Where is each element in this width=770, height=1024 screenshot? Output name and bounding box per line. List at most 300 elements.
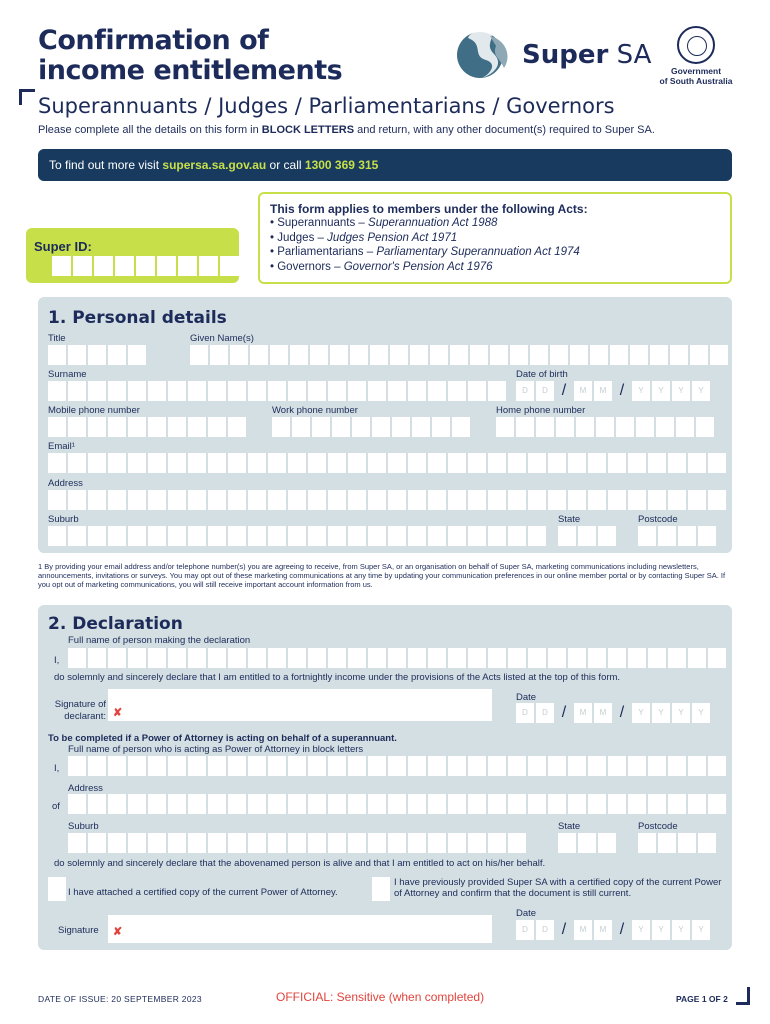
date-cell[interactable]: D	[536, 381, 554, 401]
char-cell[interactable]	[157, 256, 176, 276]
poa-state-input[interactable]	[558, 833, 616, 853]
char-cell[interactable]	[408, 453, 426, 473]
char-cell[interactable]	[228, 453, 246, 473]
char-cell[interactable]	[428, 833, 446, 853]
char-cell[interactable]	[708, 490, 726, 510]
char-cell[interactable]	[608, 756, 626, 776]
char-cell[interactable]	[578, 526, 596, 546]
char-cell[interactable]	[108, 417, 126, 437]
char-cell[interactable]	[688, 490, 706, 510]
char-cell[interactable]	[488, 648, 506, 668]
char-cell[interactable]	[658, 833, 676, 853]
char-cell[interactable]	[148, 833, 166, 853]
char-cell[interactable]	[558, 526, 576, 546]
char-cell[interactable]	[628, 453, 646, 473]
char-cell[interactable]	[208, 756, 226, 776]
work-phone-input[interactable]	[272, 417, 470, 437]
char-cell[interactable]	[548, 490, 566, 510]
char-cell[interactable]	[588, 756, 606, 776]
char-cell[interactable]	[590, 345, 608, 365]
char-cell[interactable]	[128, 756, 146, 776]
char-cell[interactable]	[348, 381, 366, 401]
char-cell[interactable]	[670, 345, 688, 365]
char-cell[interactable]	[638, 526, 656, 546]
suburb-input[interactable]	[48, 526, 546, 546]
char-cell[interactable]	[678, 833, 696, 853]
char-cell[interactable]	[508, 794, 526, 814]
char-cell[interactable]	[368, 526, 386, 546]
char-cell[interactable]	[48, 417, 66, 437]
char-cell[interactable]	[108, 648, 126, 668]
char-cell[interactable]	[690, 345, 708, 365]
char-cell[interactable]	[688, 648, 706, 668]
char-cell[interactable]	[290, 345, 308, 365]
char-cell[interactable]	[208, 526, 226, 546]
char-cell[interactable]	[88, 381, 106, 401]
date-cell[interactable]: D	[516, 381, 534, 401]
char-cell[interactable]	[68, 648, 86, 668]
char-cell[interactable]	[248, 526, 266, 546]
char-cell[interactable]	[148, 526, 166, 546]
char-cell[interactable]	[370, 345, 388, 365]
website-link[interactable]: supersa.sa.gov.au	[162, 158, 267, 172]
char-cell[interactable]	[448, 526, 466, 546]
char-cell[interactable]	[688, 453, 706, 473]
char-cell[interactable]	[468, 526, 486, 546]
char-cell[interactable]	[328, 648, 346, 668]
char-cell[interactable]	[650, 345, 668, 365]
char-cell[interactable]	[648, 490, 666, 510]
char-cell[interactable]	[648, 794, 666, 814]
char-cell[interactable]	[108, 490, 126, 510]
char-cell[interactable]	[308, 526, 326, 546]
char-cell[interactable]	[228, 794, 246, 814]
date-cell[interactable]: D	[516, 703, 534, 723]
char-cell[interactable]	[188, 417, 206, 437]
char-cell[interactable]	[678, 526, 696, 546]
char-cell[interactable]	[408, 794, 426, 814]
char-cell[interactable]	[168, 648, 186, 668]
char-cell[interactable]	[268, 453, 286, 473]
char-cell[interactable]	[648, 453, 666, 473]
char-cell[interactable]	[248, 453, 266, 473]
char-cell[interactable]	[288, 794, 306, 814]
char-cell[interactable]	[328, 794, 346, 814]
char-cell[interactable]	[628, 794, 646, 814]
char-cell[interactable]	[548, 756, 566, 776]
char-cell[interactable]	[468, 794, 486, 814]
char-cell[interactable]	[428, 453, 446, 473]
mobile-input[interactable]	[48, 417, 246, 437]
char-cell[interactable]	[128, 490, 146, 510]
char-cell[interactable]	[208, 417, 226, 437]
char-cell[interactable]	[248, 381, 266, 401]
char-cell[interactable]	[428, 648, 446, 668]
char-cell[interactable]	[548, 648, 566, 668]
char-cell[interactable]	[148, 381, 166, 401]
char-cell[interactable]	[148, 453, 166, 473]
date-cell[interactable]: Y	[632, 703, 650, 723]
char-cell[interactable]	[148, 490, 166, 510]
char-cell[interactable]	[308, 453, 326, 473]
char-cell[interactable]	[488, 453, 506, 473]
char-cell[interactable]	[348, 526, 366, 546]
char-cell[interactable]	[268, 381, 286, 401]
char-cell[interactable]	[68, 490, 86, 510]
date-cell[interactable]: Y	[632, 920, 650, 940]
char-cell[interactable]	[168, 756, 186, 776]
char-cell[interactable]	[368, 381, 386, 401]
char-cell[interactable]	[88, 526, 106, 546]
poa-name-input[interactable]	[68, 756, 726, 776]
char-cell[interactable]	[388, 490, 406, 510]
char-cell[interactable]	[48, 490, 66, 510]
char-cell[interactable]	[348, 453, 366, 473]
char-cell[interactable]	[528, 756, 546, 776]
char-cell[interactable]	[536, 417, 554, 437]
title-input[interactable]	[48, 345, 146, 365]
char-cell[interactable]	[308, 833, 326, 853]
char-cell[interactable]	[190, 345, 208, 365]
char-cell[interactable]	[488, 381, 506, 401]
char-cell[interactable]	[676, 417, 694, 437]
char-cell[interactable]	[292, 417, 310, 437]
char-cell[interactable]	[608, 453, 626, 473]
char-cell[interactable]	[388, 794, 406, 814]
email-input[interactable]	[48, 453, 726, 473]
char-cell[interactable]	[656, 417, 674, 437]
char-cell[interactable]	[648, 756, 666, 776]
char-cell[interactable]	[68, 417, 86, 437]
char-cell[interactable]	[228, 417, 246, 437]
char-cell[interactable]	[708, 453, 726, 473]
char-cell[interactable]	[228, 381, 246, 401]
char-cell[interactable]	[428, 526, 446, 546]
char-cell[interactable]	[168, 490, 186, 510]
char-cell[interactable]	[188, 490, 206, 510]
char-cell[interactable]	[488, 490, 506, 510]
char-cell[interactable]	[508, 526, 526, 546]
char-cell[interactable]	[108, 381, 126, 401]
char-cell[interactable]	[52, 256, 71, 276]
date-cell[interactable]: Y	[672, 703, 690, 723]
char-cell[interactable]	[108, 756, 126, 776]
char-cell[interactable]	[88, 345, 106, 365]
char-cell[interactable]	[188, 756, 206, 776]
char-cell[interactable]	[530, 345, 548, 365]
char-cell[interactable]	[448, 490, 466, 510]
char-cell[interactable]	[528, 490, 546, 510]
char-cell[interactable]	[528, 453, 546, 473]
char-cell[interactable]	[448, 756, 466, 776]
poa-postcode-input[interactable]	[638, 833, 716, 853]
char-cell[interactable]	[168, 833, 186, 853]
date-cell[interactable]: M	[594, 703, 612, 723]
char-cell[interactable]	[548, 794, 566, 814]
char-cell[interactable]	[508, 648, 526, 668]
char-cell[interactable]	[328, 833, 346, 853]
char-cell[interactable]	[188, 794, 206, 814]
char-cell[interactable]	[128, 526, 146, 546]
char-cell[interactable]	[168, 794, 186, 814]
char-cell[interactable]	[608, 648, 626, 668]
char-cell[interactable]	[468, 756, 486, 776]
char-cell[interactable]	[68, 833, 86, 853]
char-cell[interactable]	[708, 794, 726, 814]
char-cell[interactable]	[598, 526, 616, 546]
char-cell[interactable]	[588, 453, 606, 473]
char-cell[interactable]	[48, 345, 66, 365]
char-cell[interactable]	[88, 648, 106, 668]
char-cell[interactable]	[428, 381, 446, 401]
declarant-signature-box[interactable]	[108, 689, 492, 721]
char-cell[interactable]	[610, 345, 628, 365]
char-cell[interactable]	[696, 417, 714, 437]
char-cell[interactable]	[328, 756, 346, 776]
char-cell[interactable]	[312, 417, 330, 437]
given-names-input[interactable]	[190, 345, 728, 365]
char-cell[interactable]	[430, 345, 448, 365]
char-cell[interactable]	[588, 648, 606, 668]
char-cell[interactable]	[228, 756, 246, 776]
char-cell[interactable]	[550, 345, 568, 365]
char-cell[interactable]	[708, 756, 726, 776]
char-cell[interactable]	[348, 756, 366, 776]
char-cell[interactable]	[450, 345, 468, 365]
char-cell[interactable]	[208, 648, 226, 668]
char-cell[interactable]	[410, 345, 428, 365]
char-cell[interactable]	[268, 490, 286, 510]
char-cell[interactable]	[268, 526, 286, 546]
char-cell[interactable]	[168, 453, 186, 473]
char-cell[interactable]	[108, 833, 126, 853]
char-cell[interactable]	[408, 381, 426, 401]
char-cell[interactable]	[94, 256, 113, 276]
char-cell[interactable]	[598, 833, 616, 853]
char-cell[interactable]	[248, 756, 266, 776]
char-cell[interactable]	[496, 417, 514, 437]
poa-date-input[interactable]	[516, 920, 710, 940]
char-cell[interactable]	[128, 381, 146, 401]
char-cell[interactable]	[148, 417, 166, 437]
char-cell[interactable]	[128, 648, 146, 668]
date-cell[interactable]: Y	[652, 381, 670, 401]
dob-input[interactable]	[516, 381, 710, 401]
char-cell[interactable]	[508, 453, 526, 473]
char-cell[interactable]	[388, 756, 406, 776]
char-cell[interactable]	[508, 490, 526, 510]
char-cell[interactable]	[468, 833, 486, 853]
char-cell[interactable]	[488, 794, 506, 814]
date-cell[interactable]: D	[536, 920, 554, 940]
char-cell[interactable]	[576, 417, 594, 437]
char-cell[interactable]	[698, 526, 716, 546]
char-cell[interactable]	[368, 490, 386, 510]
date-cell[interactable]: D	[516, 920, 534, 940]
address-input[interactable]	[48, 490, 726, 510]
char-cell[interactable]	[148, 648, 166, 668]
date-cell[interactable]: M	[574, 703, 592, 723]
char-cell[interactable]	[48, 453, 66, 473]
char-cell[interactable]	[68, 381, 86, 401]
char-cell[interactable]	[388, 526, 406, 546]
char-cell[interactable]	[270, 345, 288, 365]
char-cell[interactable]	[630, 345, 648, 365]
char-cell[interactable]	[128, 833, 146, 853]
char-cell[interactable]	[288, 490, 306, 510]
char-cell[interactable]	[708, 648, 726, 668]
char-cell[interactable]	[308, 490, 326, 510]
char-cell[interactable]	[228, 490, 246, 510]
char-cell[interactable]	[468, 381, 486, 401]
char-cell[interactable]	[88, 417, 106, 437]
char-cell[interactable]	[710, 345, 728, 365]
char-cell[interactable]	[328, 526, 346, 546]
char-cell[interactable]	[568, 490, 586, 510]
char-cell[interactable]	[688, 794, 706, 814]
char-cell[interactable]	[268, 794, 286, 814]
char-cell[interactable]	[108, 345, 126, 365]
char-cell[interactable]	[350, 345, 368, 365]
char-cell[interactable]	[372, 417, 390, 437]
char-cell[interactable]	[668, 794, 686, 814]
date-cell[interactable]: M	[594, 920, 612, 940]
char-cell[interactable]	[128, 453, 146, 473]
char-cell[interactable]	[328, 381, 346, 401]
char-cell[interactable]	[452, 417, 470, 437]
date-cell[interactable]: Y	[652, 920, 670, 940]
char-cell[interactable]	[428, 794, 446, 814]
char-cell[interactable]	[228, 648, 246, 668]
char-cell[interactable]	[668, 490, 686, 510]
char-cell[interactable]	[68, 526, 86, 546]
char-cell[interactable]	[188, 648, 206, 668]
char-cell[interactable]	[308, 648, 326, 668]
postcode-input[interactable]	[638, 526, 716, 546]
char-cell[interactable]	[510, 345, 528, 365]
char-cell[interactable]	[368, 648, 386, 668]
char-cell[interactable]	[208, 490, 226, 510]
char-cell[interactable]	[578, 833, 596, 853]
char-cell[interactable]	[68, 794, 86, 814]
super-id-input[interactable]	[52, 256, 239, 276]
char-cell[interactable]	[188, 381, 206, 401]
date-cell[interactable]: Y	[672, 381, 690, 401]
char-cell[interactable]	[68, 756, 86, 776]
date-cell[interactable]: Y	[672, 920, 690, 940]
char-cell[interactable]	[148, 756, 166, 776]
char-cell[interactable]	[698, 833, 716, 853]
char-cell[interactable]	[208, 833, 226, 853]
char-cell[interactable]	[528, 794, 546, 814]
char-cell[interactable]	[268, 756, 286, 776]
char-cell[interactable]	[250, 345, 268, 365]
char-cell[interactable]	[448, 794, 466, 814]
char-cell[interactable]	[88, 453, 106, 473]
state-input[interactable]	[558, 526, 616, 546]
attached-poa-checkbox[interactable]	[48, 877, 66, 901]
previously-provided-checkbox[interactable]	[372, 877, 390, 901]
char-cell[interactable]	[208, 453, 226, 473]
char-cell[interactable]	[288, 756, 306, 776]
phone-link[interactable]: 1300 369 315	[304, 158, 379, 172]
char-cell[interactable]	[208, 794, 226, 814]
char-cell[interactable]	[128, 417, 146, 437]
date-cell[interactable]: Y	[692, 703, 710, 723]
char-cell[interactable]	[448, 381, 466, 401]
char-cell[interactable]	[470, 345, 488, 365]
char-cell[interactable]	[248, 794, 266, 814]
char-cell[interactable]	[488, 526, 506, 546]
char-cell[interactable]	[608, 794, 626, 814]
char-cell[interactable]	[628, 490, 646, 510]
char-cell[interactable]	[220, 256, 239, 276]
char-cell[interactable]	[638, 833, 656, 853]
char-cell[interactable]	[668, 756, 686, 776]
char-cell[interactable]	[508, 756, 526, 776]
char-cell[interactable]	[428, 756, 446, 776]
char-cell[interactable]	[408, 648, 426, 668]
char-cell[interactable]	[668, 648, 686, 668]
char-cell[interactable]	[488, 756, 506, 776]
date-cell[interactable]: Y	[632, 381, 650, 401]
char-cell[interactable]	[188, 453, 206, 473]
date-cell[interactable]: M	[574, 381, 592, 401]
char-cell[interactable]	[48, 526, 66, 546]
char-cell[interactable]	[658, 526, 676, 546]
char-cell[interactable]	[468, 453, 486, 473]
char-cell[interactable]	[408, 490, 426, 510]
char-cell[interactable]	[616, 417, 634, 437]
char-cell[interactable]	[108, 453, 126, 473]
char-cell[interactable]	[128, 345, 146, 365]
char-cell[interactable]	[388, 648, 406, 668]
char-cell[interactable]	[408, 756, 426, 776]
date-cell[interactable]: M	[594, 381, 612, 401]
char-cell[interactable]	[348, 490, 366, 510]
char-cell[interactable]	[628, 756, 646, 776]
char-cell[interactable]	[115, 256, 134, 276]
char-cell[interactable]	[308, 381, 326, 401]
date-cell[interactable]: Y	[652, 703, 670, 723]
char-cell[interactable]	[348, 833, 366, 853]
char-cell[interactable]	[208, 381, 226, 401]
char-cell[interactable]	[248, 490, 266, 510]
char-cell[interactable]	[448, 453, 466, 473]
char-cell[interactable]	[392, 417, 410, 437]
char-cell[interactable]	[432, 417, 450, 437]
char-cell[interactable]	[73, 256, 92, 276]
char-cell[interactable]	[408, 526, 426, 546]
char-cell[interactable]	[412, 417, 430, 437]
char-cell[interactable]	[230, 345, 248, 365]
char-cell[interactable]	[448, 648, 466, 668]
char-cell[interactable]	[148, 794, 166, 814]
char-cell[interactable]	[348, 648, 366, 668]
date-cell[interactable]: Y	[692, 920, 710, 940]
char-cell[interactable]	[288, 648, 306, 668]
char-cell[interactable]	[88, 833, 106, 853]
char-cell[interactable]	[188, 833, 206, 853]
char-cell[interactable]	[330, 345, 348, 365]
char-cell[interactable]	[428, 490, 446, 510]
declarant-name-input[interactable]	[68, 648, 726, 668]
char-cell[interactable]	[448, 833, 466, 853]
poa-suburb-input[interactable]	[68, 833, 526, 853]
char-cell[interactable]	[568, 794, 586, 814]
char-cell[interactable]	[628, 648, 646, 668]
char-cell[interactable]	[268, 648, 286, 668]
